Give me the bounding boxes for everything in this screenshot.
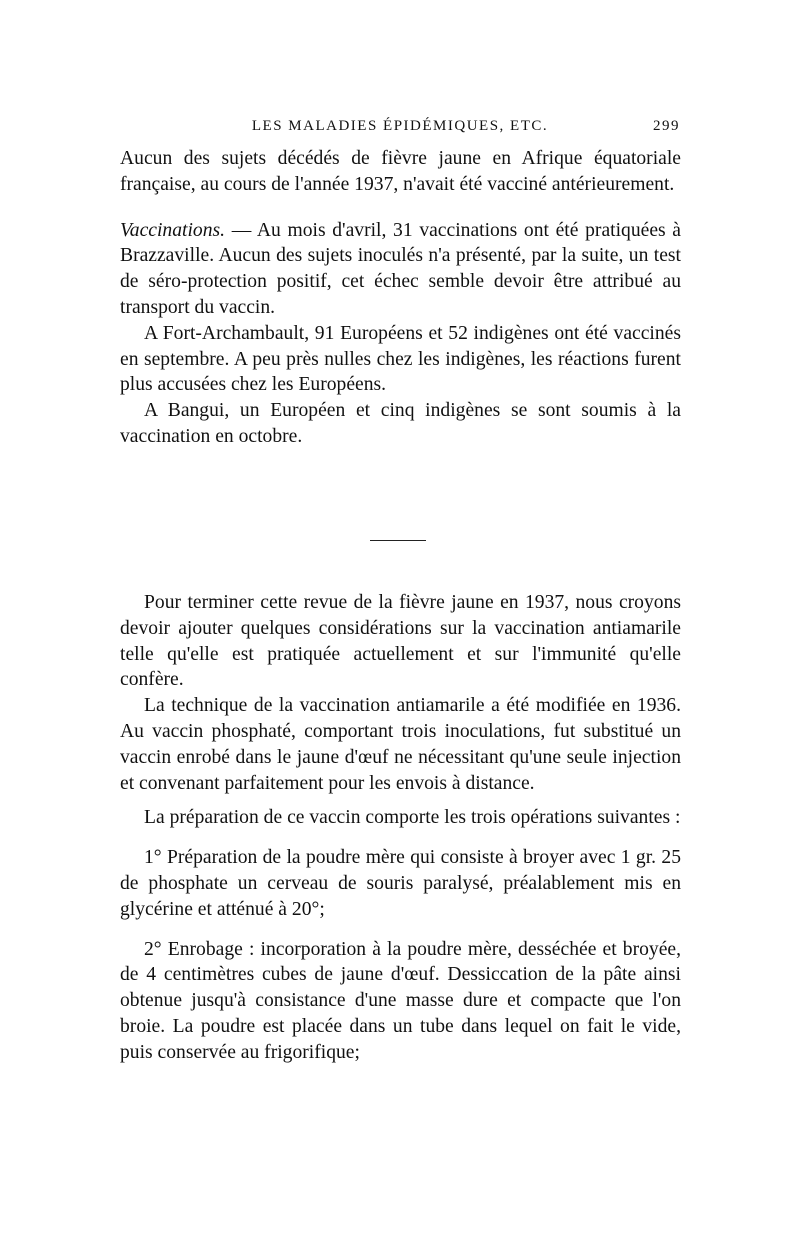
section-fievre-jaune-aef <box>120 146 681 450</box>
paragraph-deaths: Aucun des sujets décédés de fièvre jaune en Afrique équatoriale française, au cours de l'année 1937, n'avait été vacciné antérieurement. <box>120 148 681 195</box>
list-item-step-2: 2° Enrobage : incorporation à la poudre mère, desséchée et broyée, de 4 centimètres cubes de jaune d'œuf. Dessiccation de la pâte ainsi obtenue jusqu'à consistance d'une masse dure et compacte que l'on broie. La poudre est placée dans un tube dans lequel on fait le vide, puis conservée au frigorifique; <box>120 938 681 1063</box>
paragraph-conclusion-intro: Pour terminer cette revue de la fièvre jaune en 1937, nous croyons devoir ajouter quelques considérations sur la vaccination antiamarile telle qu'elle est pratiquée actuellement et sur l'immunité qu'elle confère. <box>120 592 681 691</box>
vaccinations-label: Vaccinations. <box>120 219 226 241</box>
page-header <box>120 118 680 140</box>
vaccinations-text: — Au mois d'avril, 31 vaccinations ont été pratiquées à Brazzaville. Aucun des sujets inoculés n'a présenté, par la suite, un test de séro-protection positif, cet échec semble devoir être attribué au transport du vaccin. <box>120 219 681 318</box>
paragraph-fort-archambault: A Fort-Archambault, 91 Européens et 52 indigènes ont été vaccinés en septembre. A peu près nulles chez les indigènes, les réactions furent plus accusées chez les Européens. <box>120 322 681 396</box>
paragraph-bangui: A Bangui, un Européen et cinq indigènes se sont soumis à la vaccination en octobre. <box>120 400 681 447</box>
section-vaccination-antiamarile <box>120 590 681 1066</box>
paragraph-technique: La technique de la vaccination antiamarile a été modifiée en 1936. Au vaccin phosphaté, comportant trois inoculations, fut substitué un vaccin enrobé dans le jaune d'œuf ne nécessitant qu'une seule injection et convenant parfaitement pour les envois à distance. <box>120 695 681 794</box>
running-title: LES MALADIES ÉPIDÉMIQUES, ETC. <box>251 118 549 134</box>
page-number: 299 <box>653 118 680 134</box>
paragraph-preparation: La préparation de ce vaccin comporte les trois opérations suivantes : <box>144 807 681 829</box>
paragraph-vaccinations <box>120 218 681 321</box>
section-divider <box>370 540 426 541</box>
list-item-step-1: 1° Préparation de la poudre mère qui consiste à broyer avec 1 gr. 25 de phosphate un cerveau de souris paralysé, préalablement mis en glycérine et atténué à 20°; <box>120 847 681 920</box>
